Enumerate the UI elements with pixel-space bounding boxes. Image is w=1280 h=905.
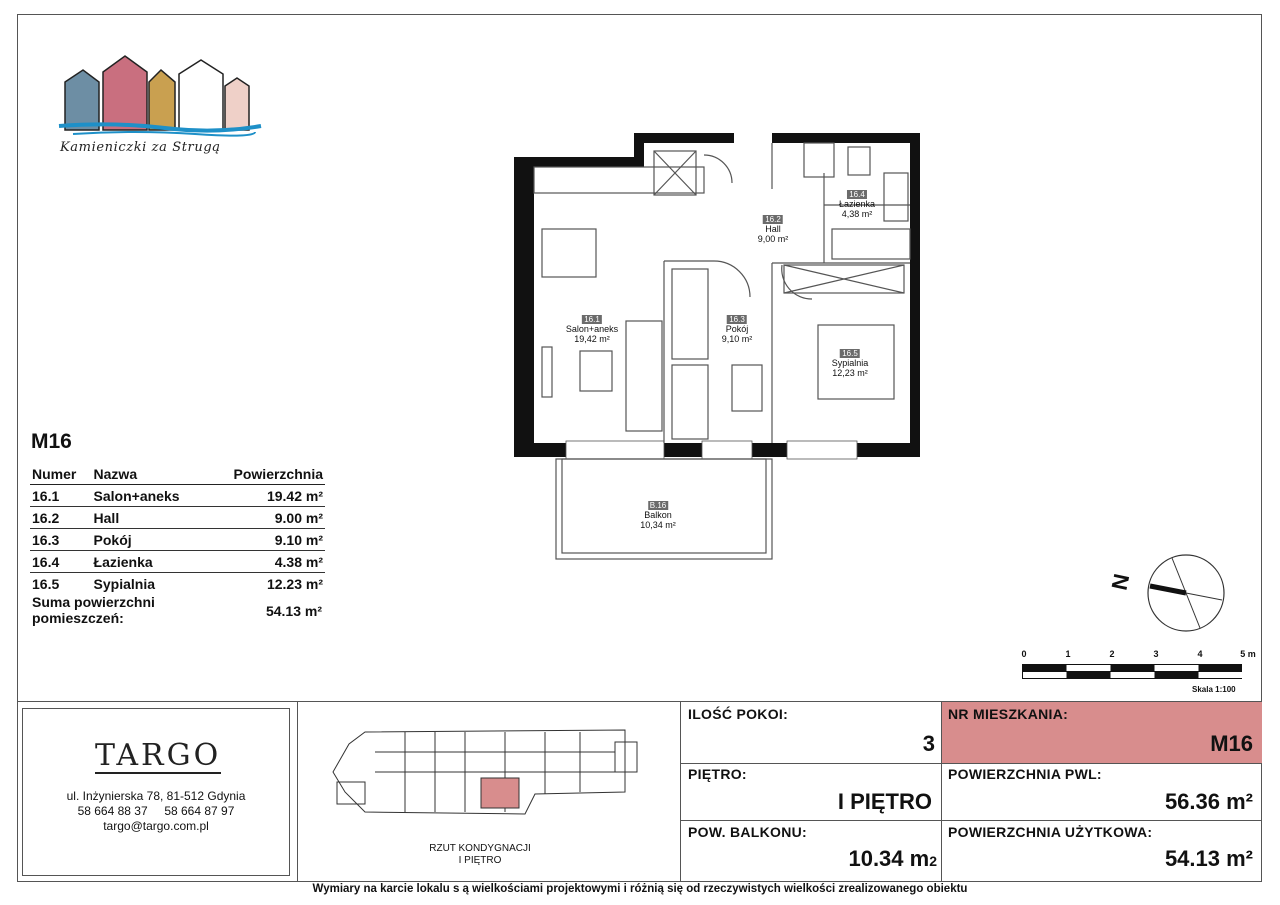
table-row [30,551,325,573]
footer-disclaimer: Wymiary na karcie lokalu s ą wielkościami projektowymi i różnią się od rzeczywistych wielkości zrealizowanego obiektu [312,883,968,895]
developer-email[interactable]: targo@targo.com.pl [103,819,209,833]
scale-tick: 0 [1021,649,1027,659]
compass-north-label: N [1106,571,1135,593]
pwl-area-value: 56.36 m² [1164,789,1253,814]
header-area: Powierzchnia [233,465,323,482]
room-area: 4.38 m² [274,553,323,570]
room-area: 12.23 m² [266,575,323,592]
balcony-value: 10.34 m2 [848,846,937,871]
header-number: Numer [32,465,77,482]
developer-phones: 58 664 88 37 58 664 87 97 [77,804,235,818]
apartment-number-label: NR MIESZKANIA: [948,706,1069,722]
balcony-label: POW. BALKONU: [688,824,808,840]
room-number: 16.5 [32,575,60,592]
usable-area-value: 54.13 m² [1164,846,1253,871]
room-area: 9.10 m² [274,531,323,548]
developer-address: ul. Inżynierska 78, 81-512 Gdynia [66,789,246,803]
plan-label-hall: 16.2 Hall 9,00 m² [757,215,789,244]
divider [680,820,1262,821]
room-name: Sypialnia [93,575,155,592]
scale-tick: 4 [1197,649,1203,659]
building-floor-key [325,722,645,822]
pwl-area-label: POWIERZCHNIA PWL: [948,766,1102,782]
scale-caption: Skala 1:100 [1192,685,1236,694]
plan-label-salon: 16.1 Salon+aneks 19,42 m² [565,315,619,344]
divider [297,701,298,882]
room-name: Łazienka [93,553,153,570]
plan-label-pokoj: 16.3 Pokój 9,10 m² [721,315,753,344]
room-number: 16.4 [32,553,60,570]
table-row [30,573,325,595]
room-area: 19.42 m² [266,487,323,504]
room-name: Salon+aneks [93,487,180,504]
floor-value: I PIĘTRO [837,789,932,814]
rooms-table [30,463,325,594]
plan-label-sypialnia: 16.5 Sypialnia 12,23 m² [831,349,869,378]
room-number: 16.3 [32,531,60,548]
room-area: 9.00 m² [274,509,323,526]
scale-bar [1022,664,1242,682]
header-name: Nazwa [93,465,138,482]
table-row [30,507,325,529]
table-row [30,485,325,507]
room-number: 16.1 [32,487,60,504]
kamieniczki-logo [55,52,265,138]
scale-tick: 1 [1065,649,1071,659]
compass-icon [1110,552,1230,634]
room-number: 16.2 [32,509,60,526]
usable-area-label: POWIERZCHNIA UŻYTKOWA: [948,824,1153,840]
rooms-count-label: ILOŚĆ POKOI: [688,706,789,722]
scale-tick: 3 [1153,649,1159,659]
sum-label: Suma powierzchni pomieszczeń: [32,594,155,626]
logo-text: Kamieniczki za Strugą [60,140,221,155]
scale-tick: 2 [1109,649,1115,659]
rooms-count-value: 3 [922,731,935,756]
plan-label-lazienka: 16.4 Łazienka 4,38 m² [838,190,876,219]
table-header-row [30,463,325,485]
room-name: Pokój [93,531,132,548]
targo-logo: TARGO [95,738,222,773]
floor-key-caption: RZUT KONDYGNACJI I PIĘTRO [429,843,531,866]
apartment-number-value: M16 [1210,731,1253,756]
apartment-title: M16 [31,430,72,453]
scale-tick: 5 m [1240,649,1256,659]
divider [680,701,681,882]
divider [680,763,1262,764]
floor-label: PIĘTRO: [688,766,747,782]
sum-value: 54.13 m² [265,603,322,619]
room-name: Hall [93,509,120,526]
table-row [30,529,325,551]
plan-label-balkon: B.16 Balkon 10,34 m² [640,501,676,530]
